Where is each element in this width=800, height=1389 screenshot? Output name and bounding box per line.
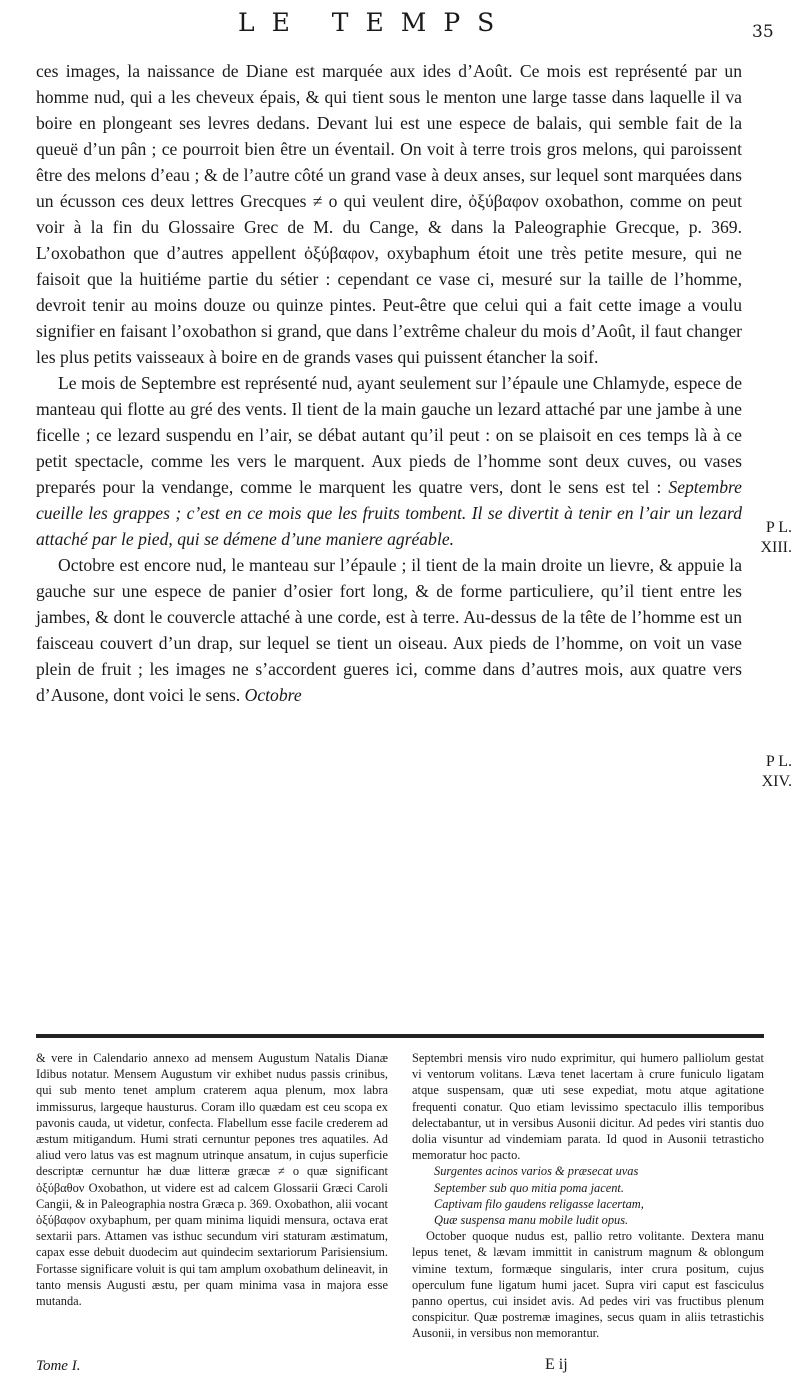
section-divider [36,1034,764,1038]
latin-column-right [412,1050,764,1342]
latin-column-left [36,1050,388,1309]
latin-october: October quoque nudus est, pallio retro volitante. Dextera manu lepus tenet, & lævam immittit in canistrum magnum & oblongum vimine textum, formæque singularis, inter crura positum, cujus operculum fune ligatum humi jacet. Supra viri caput est fasciculus panno opertus, cui insidet avis. Ad pedes viri vas fructibus plenum conspicitur. Quæ postremæ imagines, secus quam in aliis tetrastichis Ausonii, in versibus non memorantur. [412,1229,764,1341]
margin-note-plate-13 [752,518,792,558]
margin-note-plate-13-label: P L. [765,519,792,536]
signature-mark: E ij [545,1356,568,1373]
running-title: LE TEMPS [238,8,512,37]
latin-august: & vere in Calendario annexo ad mensem Augustum Natalis Dianæ Idibus notatur. Mensem Augustum vir exhibet nudus passis crinibus, qui sub mento tenet amplum craterem aqua plenum, mox labra immissurus, largeque hausturus. Coram illo quædam est ceu scopa ex pavonis cauda, ut videtur, confecta. Flabellum esse facile crederem ad æstum mitigandum. Humi strati cernuntur pepones tres aquatiles. Ad aliud vero latus vas est magnum utrinque ansatum, in cujus superficie descriptæ cernuntur hæ duæ litteræ græcæ ≠ o quæ significant ὀξύβαθον Oxobathon, ut videre est ad calcem Glossarii Græci Caroli Cangii, & in Paleographia nostra Græca p. 369. Oxobathon, alii vocant ὀξύβαφον oxybaphum, per quam minima liquidi mensura, octava erat sextarii pars. Attamen vas isthuc secundum viri staturam æstimatum, capax esse debuit duodecim aut quindecim sextariorum Parisiensium. Fortasse significare voluit is qui tam amplum oxobathum delineavit, in tanto mensis Augusti æstu, per quam minima vasa in majora esse mutanda. [36,1051,388,1309]
latin-verse-line-3: Captivam filo gaudens religasse lacertam, [434,1196,644,1211]
margin-note-plate-14 [752,752,792,792]
latin-verse-line-4: Quæ suspensa manu mobile ludit opus. [434,1213,629,1228]
margin-note-plate-13-number: XIII. [760,539,792,556]
margin-note-plate-14-label: P L. [765,753,792,770]
margin-note-plate-14-number: XIV. [761,773,792,790]
paragraph-september-text: Le mois de Septembre est représenté nud, ayant seulement sur l’épaule une Chlamyde, espece de manteau qui flotte au gré des vents. Il tient de la main gauche un lezard attaché par une jambe à une ficelle ; ce lezard suspendu en l’air, se débat autant qu’il peut : on se plaisoit en ces temps là à ce petit spectacle, comme les vers le marquent. Aux pieds de l’homme sont deux cuves, ou vases preparés pour la vendange, comme le marquent les quatre vers, dont le sens est tel : [36,373,742,497]
paragraph-september [36,370,742,552]
latin-verse-line-2: September sub quo mitia poma jacent. [434,1180,624,1195]
paragraph-august: ces images, la naissance de Diane est marquée aux ides d’Août. Ce mois est représenté par un homme nud, qui a les cheveux épais, & qui tient sous le menton une large tasse dans laquelle il va boire en plongeant ses levres dedans. Devant lui est une espece de balais, qui semble fait de la queuë d’un pân ; ce pourroit bien être un éventail. On voit à terre trois gros melons, qui paroissent être des melons d’eau ; & de l’autre côté un grand vase à deux anses, sur lequel sont marquées dans un écusson ces deux lettres Grecques ≠ o qui veulent dire, ὀξύβαφον oxobathon, comme on peut voir à la fin du Glossaire Grec de M. du Cange, & dans la Paleographie Grecque, p. 369. L’oxobathon que d’autres appellent ὀξύβαφον, oxybaphum étoit une très petite mesure, qui ne faisoit que la huitiéme partie du sétier : cependant ce vase ci, mesuré sur la taille de l’homme, devroit tenir au moins douze ou quinze pintes. Peut-être que celui qui a fait cette image a voulu signifier en faisant l’oxobathon si grand, que dans l’extrême chaleur du mois d’Août, il faut changer les plus petits vaisseaux à boire en de grands vases qui puissent étancher la soif. [36,61,742,367]
catchword-october: Octobre [244,685,302,705]
page-header [0,8,800,48]
paragraph-september-verse-sense: Septembre cueille les grappes ; c’est en ce mois que les fruits tombent. Il se divertit à tenir en l’air un lezard attaché par le pied, qui se démene d’une maniere agréable. [36,477,742,549]
french-main-text [36,58,742,708]
paragraph-october-text: Octobre est encore nud, le manteau sur l’épaule ; il tient de la main droite un lievre, & appuie la gauche sur une espece de panier d’osier fort long, & de forme particuliere, qu’il tient entre les jambes, & dont le couvercle attaché à une corde, est à terre. Au-dessus de la tête de l’homme est un faisceau couvert d’un drap, sur lequel se tient un oiseau. Aux pieds de l’homme, on voit un vase plein de fruit ; les images ne s’accordent gueres ici, comme dans d’autres mois, aux quatre vers d’Ausone, dont voici le sens. [36,555,742,705]
paragraph-october [36,552,742,708]
latin-verse-line-1: Surgentes acinos varios & præsecat uvas [434,1164,639,1179]
tome-label: Tome I. [36,1358,81,1374]
latin-september: Septembri mensis viro nudo exprimitur, qui humero palliolum gestat vi ventorum volitans. Læva tenet lacertam à crure funiculo ligatam atque suspensam, quæ uti sese expediat, motu atque agitatione frequenti conatur. Quo etiam levissimo spectaculo illis temporibus delectabantur, ut in versibus Ausonii dicitur. Ad pedes viri stantis duo dolia visuntur ad vindemiam parata. Id quod in Ausonii tetrasticho memoratur hoc pacto. [412,1051,764,1163]
page-number: 35 [752,22,774,42]
